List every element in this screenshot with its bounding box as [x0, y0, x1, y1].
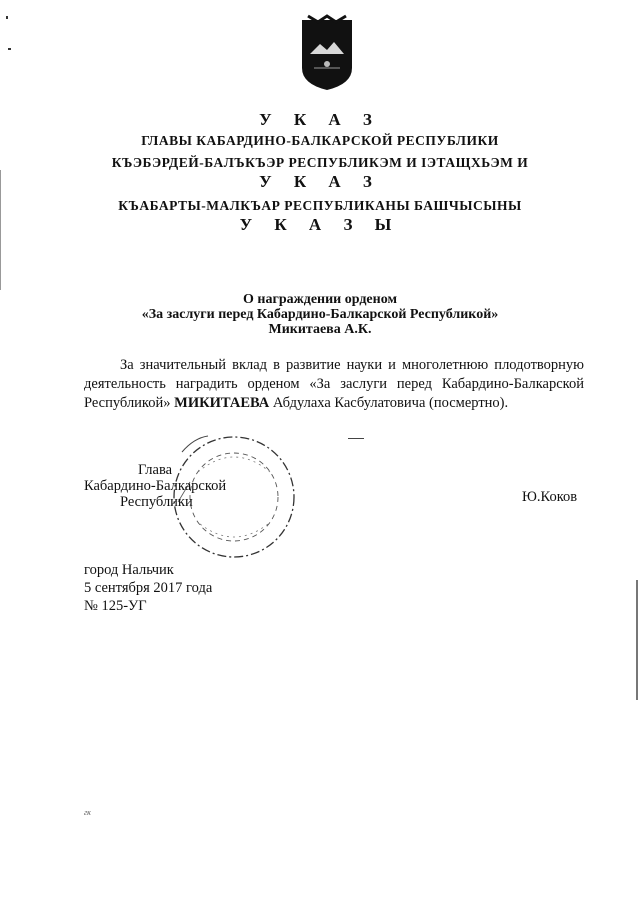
coat-of-arms-emblem: [300, 14, 354, 92]
scan-margin-line: [636, 580, 638, 700]
scan-margin-mark: [6, 16, 8, 19]
signature-title-line-1: Глава: [138, 462, 173, 478]
header-title-kbd: КЪЭБЭРДЕЙ-БАЛЪКЪЭР РЕСПУБЛИКЭМ И IЭТАЩХЬЭМ И: [111, 155, 529, 170]
decree-date: 5 сентября 2017 года: [84, 580, 213, 596]
decree-body-text: За значительный вклад в развитие науки и многолетнюю плодотворную деятельность наградить орденом «За заслуги перед Кабардино-Балкарской Республикой»: [84, 357, 584, 411]
signature-stroke: [348, 438, 364, 439]
decree-subject-line-3: Микитаева А.К.: [268, 322, 372, 337]
decree-subject-line-2: «За заслуги перед Кабардино-Балкарской Республикой»: [141, 307, 499, 322]
signature-title-line-2: Кабардино-Балкарской: [84, 478, 227, 494]
header-ukaz-kbd: У К А З: [259, 172, 381, 191]
scan-margin-mark: [8, 48, 11, 50]
awardee-surname: МИКИТАЕВА: [174, 395, 270, 411]
header-ukaz-krc: У К А З Ы: [239, 215, 401, 234]
decree-subject-line-1: О награждении орденом: [243, 292, 397, 307]
decree-body: [84, 356, 584, 413]
scan-margin-line: [0, 170, 1, 290]
signature-title-line-3: Республики: [120, 494, 193, 510]
scan-initials-mark: гк: [84, 808, 91, 817]
decree-body-text-end: Абдулаха Касбулатовича (посмертно).: [269, 395, 509, 411]
signer-name: Ю.Коков: [522, 489, 578, 505]
decree-place: город Нальчик: [84, 562, 174, 578]
decree-number: № 125-УГ: [84, 598, 147, 614]
header-ukaz-ru: У К А З: [259, 110, 381, 129]
header-title-ru: ГЛАВЫ КАБАРДИНО-БАЛКАРСКОЙ РЕСПУБЛИКИ: [141, 133, 499, 148]
header-title-krc: КЪАБАРТЫ-МАЛКЪАР РЕСПУБЛИКАНЫ БАШЧЫСЫНЫ: [118, 198, 522, 213]
